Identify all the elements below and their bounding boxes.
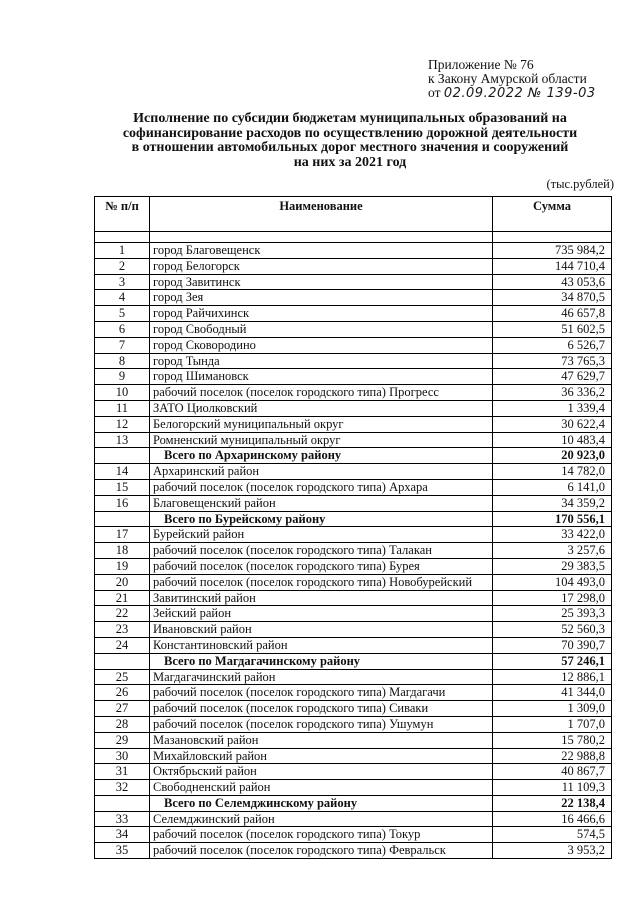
header-name: Наименование bbox=[150, 197, 493, 232]
row-amount: 16 466,6 bbox=[493, 811, 612, 827]
row-amount: 170 556,1 bbox=[493, 511, 612, 527]
table-row bbox=[95, 385, 612, 401]
row-number: 7 bbox=[95, 337, 150, 353]
row-number: 21 bbox=[95, 590, 150, 606]
spacer-cell bbox=[150, 232, 493, 243]
row-name: Завитинский район bbox=[150, 590, 493, 606]
row-number: 3 bbox=[95, 274, 150, 290]
table-row bbox=[95, 416, 612, 432]
row-number: 14 bbox=[95, 464, 150, 480]
table-header-row bbox=[95, 197, 612, 232]
table-row bbox=[95, 780, 612, 796]
table-spacer-row bbox=[95, 232, 612, 243]
row-name: Октябрьский район bbox=[150, 764, 493, 780]
row-name: рабочий поселок (поселок городского типа) Токур bbox=[150, 827, 493, 843]
table-row bbox=[95, 716, 612, 732]
title-line-4: на них за 2021 год bbox=[293, 154, 407, 170]
title-line-3: в отношении автомобильных дорог местного значения и сооружений bbox=[131, 140, 569, 155]
table-row bbox=[95, 574, 612, 590]
row-amount: 33 422,0 bbox=[493, 527, 612, 543]
row-amount: 40 867,7 bbox=[493, 764, 612, 780]
row-name: рабочий поселок (поселок городского типа) Магдагачи bbox=[150, 685, 493, 701]
row-number: 27 bbox=[95, 701, 150, 717]
row-amount: 3 953,2 bbox=[493, 843, 612, 859]
row-name: город Тында bbox=[150, 353, 493, 369]
row-number: 13 bbox=[95, 432, 150, 448]
row-number: 23 bbox=[95, 622, 150, 638]
table-row bbox=[95, 558, 612, 574]
row-number: 1 bbox=[95, 243, 150, 259]
row-name: Магдагачинский район bbox=[150, 669, 493, 685]
appendix-date-prefix: от bbox=[428, 85, 441, 100]
row-number: 11 bbox=[95, 400, 150, 416]
table-row bbox=[95, 732, 612, 748]
units-label: (тыс.рублей) bbox=[546, 177, 614, 191]
row-number bbox=[95, 653, 150, 669]
row-name: рабочий поселок (поселок городского типа) Новобурейский bbox=[150, 574, 493, 590]
row-amount: 11 109,3 bbox=[493, 780, 612, 796]
table-row bbox=[95, 827, 612, 843]
row-number: 34 bbox=[95, 827, 150, 843]
row-name: рабочий поселок (поселок городского типа) Сиваки bbox=[150, 701, 493, 717]
table-row bbox=[95, 811, 612, 827]
table-row bbox=[95, 321, 612, 337]
row-number: 16 bbox=[95, 495, 150, 511]
table-total-row bbox=[95, 795, 612, 811]
row-amount: 36 336,2 bbox=[493, 385, 612, 401]
table-row bbox=[95, 685, 612, 701]
row-name: Всего по Архаринскому району bbox=[150, 448, 493, 464]
row-number: 8 bbox=[95, 353, 150, 369]
row-number: 29 bbox=[95, 732, 150, 748]
table-row bbox=[95, 495, 612, 511]
row-name: Всего по Магдагачинскому району bbox=[150, 653, 493, 669]
row-name: рабочий поселок (поселок городского типа) Бурея bbox=[150, 558, 493, 574]
row-name: Архаринский район bbox=[150, 464, 493, 480]
row-number: 12 bbox=[95, 416, 150, 432]
row-amount: 20 923,0 bbox=[493, 448, 612, 464]
table-row bbox=[95, 274, 612, 290]
row-name: город Шимановск bbox=[150, 369, 493, 385]
appendix-date-line bbox=[428, 86, 596, 101]
row-amount: 735 984,2 bbox=[493, 243, 612, 259]
row-amount: 6 526,7 bbox=[493, 337, 612, 353]
row-amount: 1 339,4 bbox=[493, 400, 612, 416]
row-number: 18 bbox=[95, 543, 150, 559]
row-name: Бурейский район bbox=[150, 527, 493, 543]
row-number: 15 bbox=[95, 479, 150, 495]
document-title bbox=[90, 112, 610, 170]
title-line-1: Исполнение по субсидии бюджетам муниципальных образований на bbox=[133, 111, 567, 126]
row-amount: 17 298,0 bbox=[493, 590, 612, 606]
row-name: город Благовещенск bbox=[150, 243, 493, 259]
row-number: 26 bbox=[95, 685, 150, 701]
row-number: 5 bbox=[95, 306, 150, 322]
row-name: город Сковородино bbox=[150, 337, 493, 353]
table-total-row bbox=[95, 511, 612, 527]
table-row bbox=[95, 590, 612, 606]
row-number bbox=[95, 448, 150, 464]
table-row bbox=[95, 464, 612, 480]
row-number: 35 bbox=[95, 843, 150, 859]
row-number: 4 bbox=[95, 290, 150, 306]
appendix-law-reference: к Закону Амурской области bbox=[428, 71, 587, 86]
table-row bbox=[95, 669, 612, 685]
table-body bbox=[95, 232, 612, 859]
row-name: город Зея bbox=[150, 290, 493, 306]
table-row bbox=[95, 764, 612, 780]
row-number: 6 bbox=[95, 321, 150, 337]
row-amount: 25 393,3 bbox=[493, 606, 612, 622]
row-amount: 57 246,1 bbox=[493, 653, 612, 669]
row-amount: 51 602,5 bbox=[493, 321, 612, 337]
row-name: ЗАТО Циолковский bbox=[150, 400, 493, 416]
row-name: Свободненский район bbox=[150, 780, 493, 796]
row-amount: 574,5 bbox=[493, 827, 612, 843]
row-amount: 22 988,8 bbox=[493, 748, 612, 764]
table-row bbox=[95, 306, 612, 322]
row-amount: 29 383,5 bbox=[493, 558, 612, 574]
row-number bbox=[95, 795, 150, 811]
table-row bbox=[95, 479, 612, 495]
row-number: 33 bbox=[95, 811, 150, 827]
row-number: 30 bbox=[95, 748, 150, 764]
row-amount: 30 622,4 bbox=[493, 416, 612, 432]
header-number: № п/п bbox=[95, 197, 150, 232]
row-amount: 1 309,0 bbox=[493, 701, 612, 717]
row-number: 2 bbox=[95, 258, 150, 274]
table-row bbox=[95, 637, 612, 653]
row-name: Благовещенский район bbox=[150, 495, 493, 511]
row-number: 19 bbox=[95, 558, 150, 574]
row-name: рабочий поселок (поселок городского типа) Февральск bbox=[150, 843, 493, 859]
row-number: 22 bbox=[95, 606, 150, 622]
row-number bbox=[95, 511, 150, 527]
handwritten-date-number: 02.09.2022 № 139-03 bbox=[443, 86, 596, 101]
row-name: город Белогорск bbox=[150, 258, 493, 274]
table-row bbox=[95, 748, 612, 764]
table-row bbox=[95, 353, 612, 369]
row-name: Всего по Селемджинскому району bbox=[150, 795, 493, 811]
row-amount: 144 710,4 bbox=[493, 258, 612, 274]
row-number: 28 bbox=[95, 716, 150, 732]
table-row bbox=[95, 337, 612, 353]
table-row bbox=[95, 432, 612, 448]
row-amount: 73 765,3 bbox=[493, 353, 612, 369]
row-amount: 1 707,0 bbox=[493, 716, 612, 732]
row-amount: 12 886,1 bbox=[493, 669, 612, 685]
row-name: рабочий поселок (поселок городского типа) Ушумун bbox=[150, 716, 493, 732]
row-amount: 52 560,3 bbox=[493, 622, 612, 638]
row-amount: 34 359,2 bbox=[493, 495, 612, 511]
row-name: рабочий поселок (поселок городского типа) Архара bbox=[150, 479, 493, 495]
row-amount: 34 870,5 bbox=[493, 290, 612, 306]
table-row bbox=[95, 543, 612, 559]
row-number: 32 bbox=[95, 780, 150, 796]
table-row bbox=[95, 400, 612, 416]
title-line-2: софинансирование расходов по осуществлению дорожной деятельности bbox=[122, 125, 578, 141]
row-number: 17 bbox=[95, 527, 150, 543]
row-number: 25 bbox=[95, 669, 150, 685]
row-name: город Свободный bbox=[150, 321, 493, 337]
spacer-cell bbox=[493, 232, 612, 243]
row-amount: 41 344,0 bbox=[493, 685, 612, 701]
table-total-row bbox=[95, 448, 612, 464]
row-amount: 14 782,0 bbox=[493, 464, 612, 480]
row-number: 24 bbox=[95, 637, 150, 653]
row-name: рабочий поселок (поселок городского типа) Талакан bbox=[150, 543, 493, 559]
table-row bbox=[95, 258, 612, 274]
row-amount: 15 780,2 bbox=[493, 732, 612, 748]
row-amount: 6 141,0 bbox=[493, 479, 612, 495]
table-row bbox=[95, 622, 612, 638]
row-amount: 47 629,7 bbox=[493, 369, 612, 385]
row-name: рабочий поселок (поселок городского типа) Прогресс bbox=[150, 385, 493, 401]
row-name: Михайловский район bbox=[150, 748, 493, 764]
row-amount: 104 493,0 bbox=[493, 574, 612, 590]
spacer-cell bbox=[95, 232, 150, 243]
row-amount: 70 390,7 bbox=[493, 637, 612, 653]
row-amount: 3 257,6 bbox=[493, 543, 612, 559]
appendix-header bbox=[428, 58, 596, 101]
table-row bbox=[95, 527, 612, 543]
row-amount: 22 138,4 bbox=[493, 795, 612, 811]
row-amount: 43 053,6 bbox=[493, 274, 612, 290]
row-name: Белогорский муниципальный округ bbox=[150, 416, 493, 432]
table-row bbox=[95, 606, 612, 622]
row-name: Селемджинский район bbox=[150, 811, 493, 827]
table-row bbox=[95, 369, 612, 385]
row-name: Зейский район bbox=[150, 606, 493, 622]
row-amount: 46 657,8 bbox=[493, 306, 612, 322]
subsidy-table bbox=[94, 196, 612, 859]
row-number: 9 bbox=[95, 369, 150, 385]
row-name: Ивановский район bbox=[150, 622, 493, 638]
appendix-number: Приложение № 76 bbox=[428, 57, 534, 72]
table-row bbox=[95, 243, 612, 259]
row-name: город Завитинск bbox=[150, 274, 493, 290]
row-name: Ромненский муниципальный округ bbox=[150, 432, 493, 448]
row-name: город Райчихинск bbox=[150, 306, 493, 322]
row-name: Мазановский район bbox=[150, 732, 493, 748]
table-row bbox=[95, 290, 612, 306]
row-number: 20 bbox=[95, 574, 150, 590]
table-row bbox=[95, 701, 612, 717]
row-amount: 10 483,4 bbox=[493, 432, 612, 448]
table-row bbox=[95, 843, 612, 859]
row-number: 10 bbox=[95, 385, 150, 401]
row-name: Всего по Бурейскому району bbox=[150, 511, 493, 527]
table-total-row bbox=[95, 653, 612, 669]
row-number: 31 bbox=[95, 764, 150, 780]
header-amount: Сумма bbox=[493, 197, 612, 232]
row-name: Константиновский район bbox=[150, 637, 493, 653]
